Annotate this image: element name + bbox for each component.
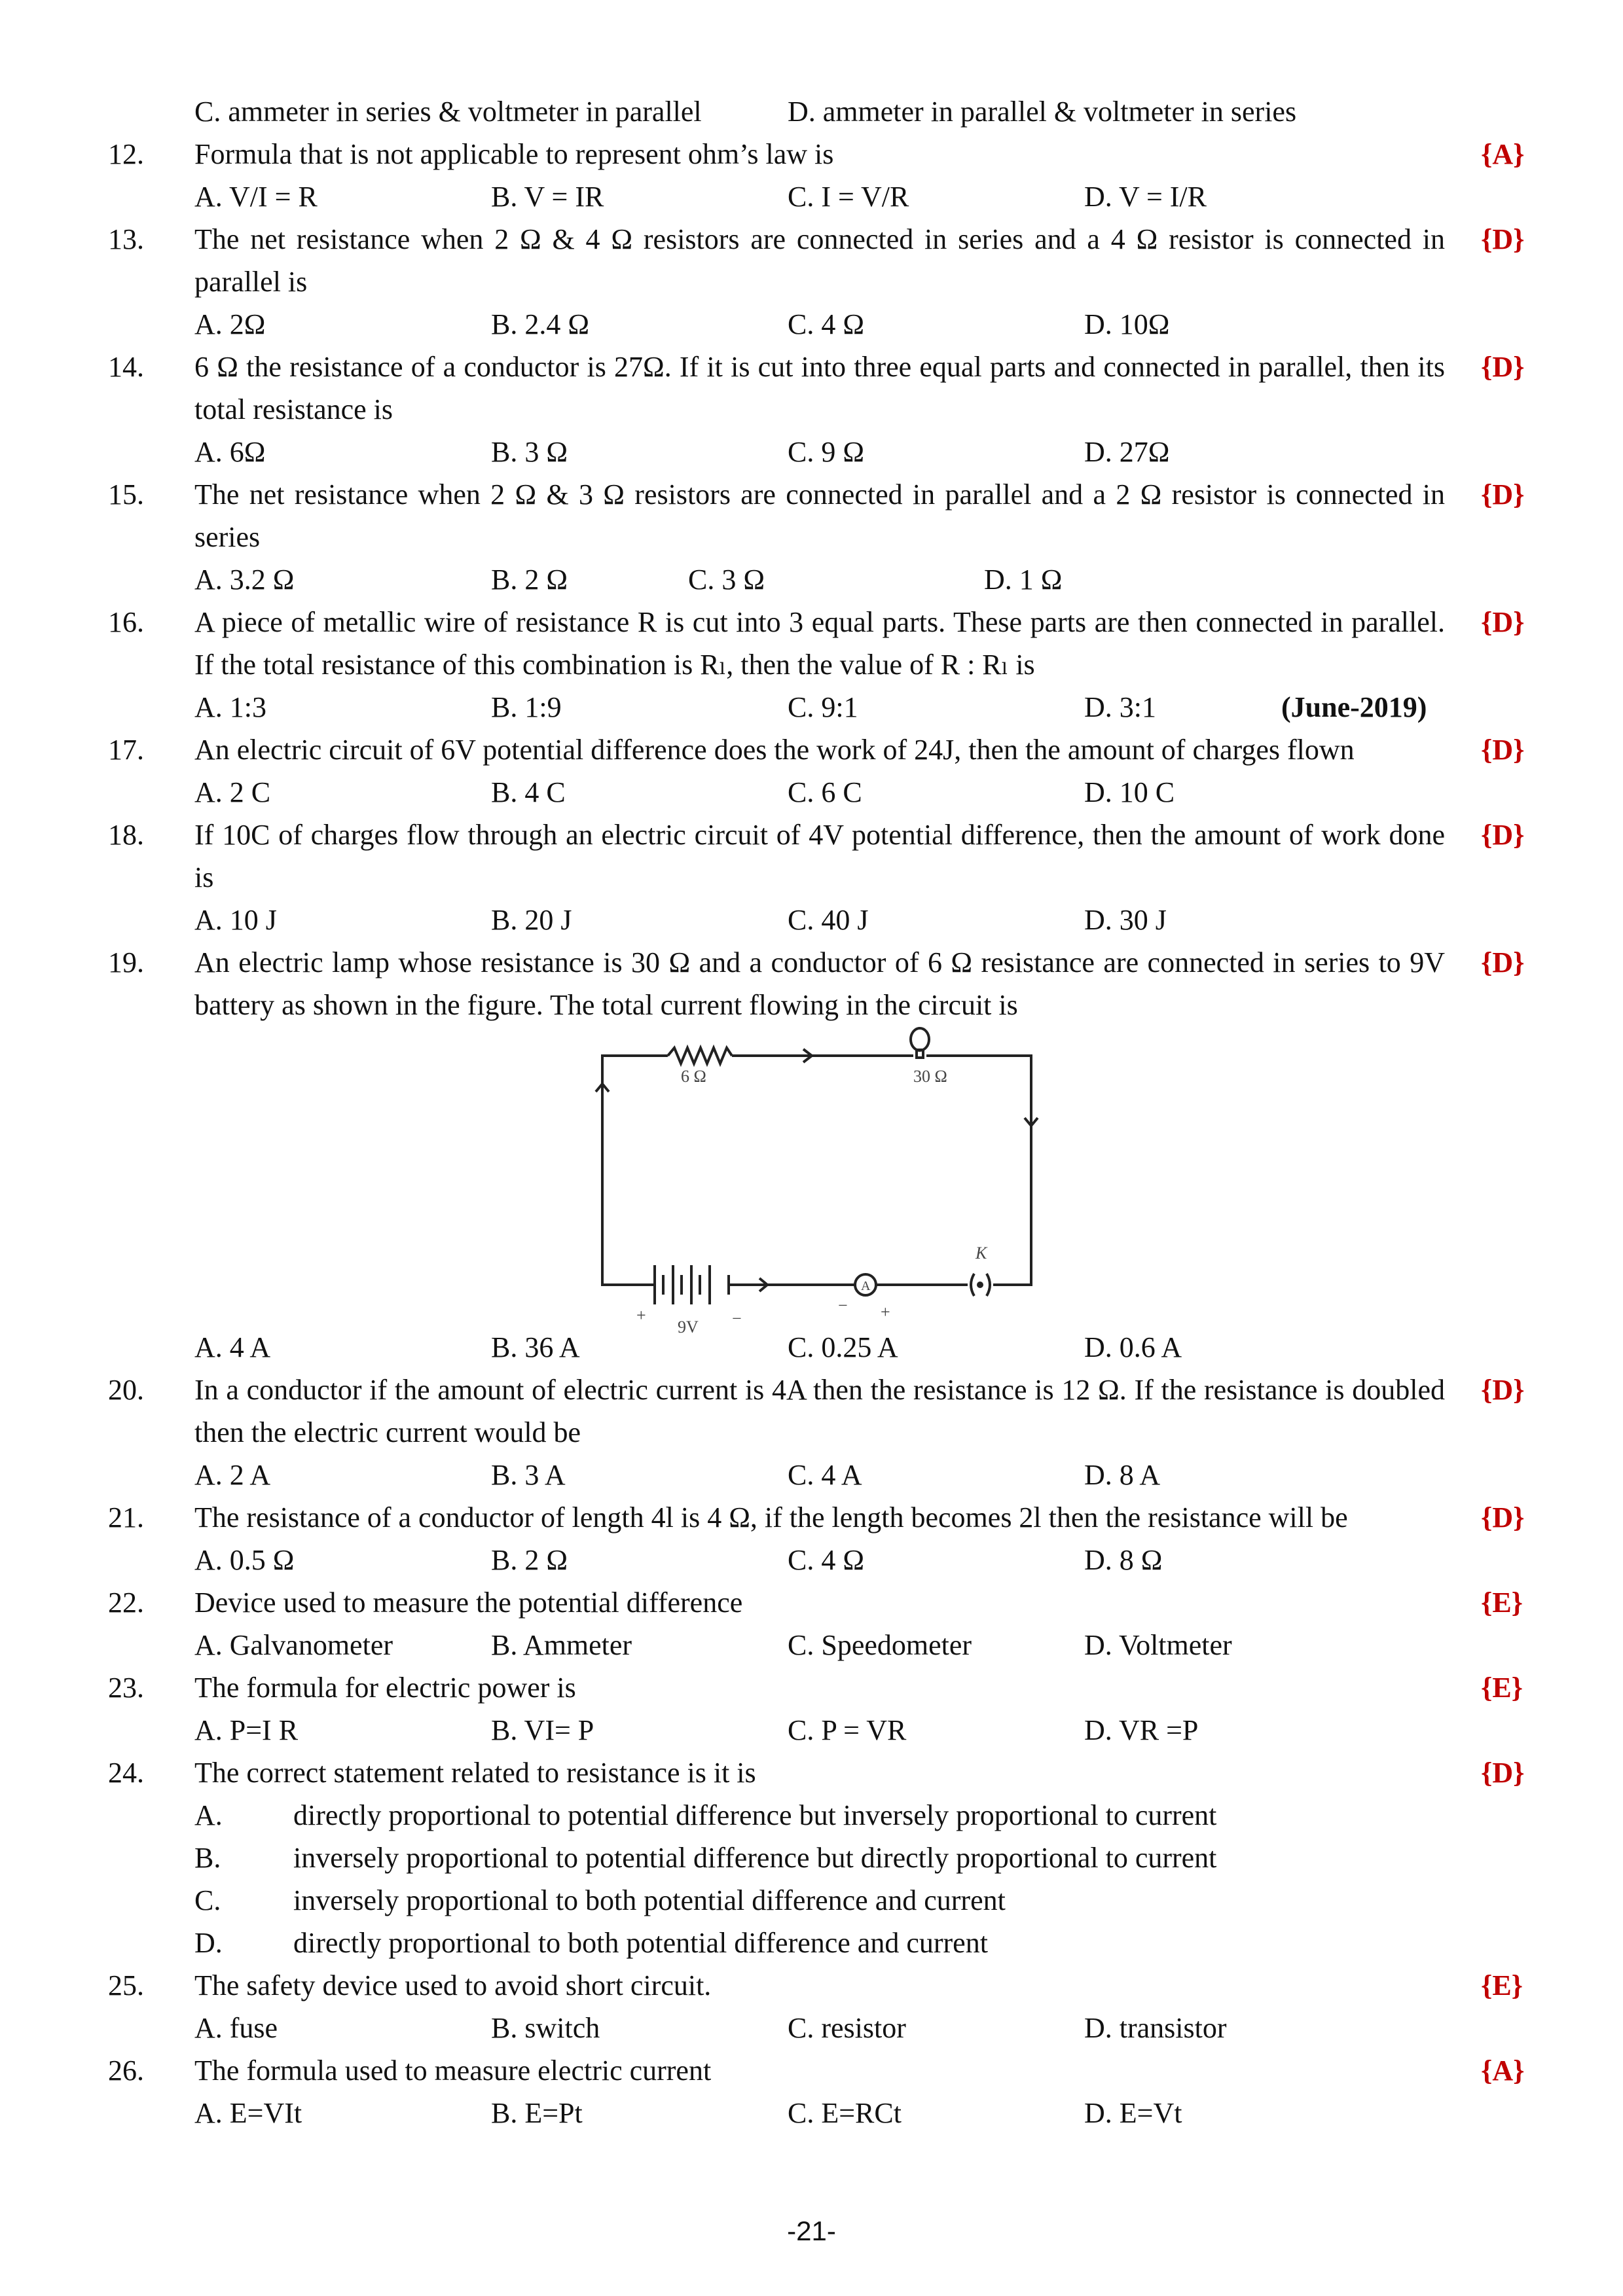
statement-option (0, 1794, 1623, 1837)
options-row (0, 2007, 1623, 2049)
option-b: B. V = IR (491, 181, 604, 213)
option-b: B. VI= P (491, 1714, 594, 1746)
question-number: 25. (108, 1969, 144, 2001)
option-b: B. 36 A (491, 1331, 580, 1363)
option-d: D. transistor (1084, 2012, 1227, 2044)
option-d: D. 3:1 (1084, 691, 1156, 723)
question-15 (0, 473, 1525, 558)
question-text: The safety device used to avoid short circuit. (194, 1969, 712, 2001)
statement-letter: C. (194, 1884, 221, 1916)
question-number: 24. (108, 1757, 144, 1789)
option-c: C. I = V/R (788, 181, 909, 213)
ammeter-label: A (861, 1279, 871, 1293)
question-17 (0, 728, 1525, 771)
option-a: A. 6Ω (194, 436, 266, 468)
option-b: B. E=Pt (491, 2097, 583, 2129)
option-b: B. 20 J (491, 904, 572, 936)
option-a: A. 3.2 Ω (194, 564, 295, 596)
question-number: 20. (108, 1374, 144, 1406)
answer-key: {D} (1481, 946, 1525, 978)
option-c: C. 9 Ω (788, 436, 865, 468)
answer-key: {D} (1481, 1757, 1525, 1789)
question-12 (0, 133, 1525, 175)
key-label: K (976, 1244, 987, 1263)
statement-text: inversely proportional to both potential difference and current (293, 1884, 1006, 1916)
options-row (0, 1624, 1623, 1666)
answer-key: {D} (1481, 1374, 1525, 1406)
question-number: 22. (108, 1587, 144, 1619)
question-text: Device used to measure the potential difference (194, 1587, 743, 1619)
question-26 (0, 2049, 1525, 2092)
options-row-11 (0, 90, 1623, 133)
question-text: An electric circuit of 6V potential difference does the work of 24J, then the amount of charges flown (194, 734, 1355, 766)
answer-key: {E} (1481, 1587, 1523, 1619)
question-number: 16. (108, 606, 144, 638)
year-tag: (June-2019) (1281, 691, 1427, 723)
question-list (0, 90, 1623, 2134)
option-c: C. resistor (788, 2012, 906, 2044)
answer-key: {E} (1481, 1672, 1523, 1704)
statement-text: directly proportional to both potential difference and current (293, 1927, 988, 1959)
statement-option (0, 1879, 1623, 1922)
question-text: An electric lamp whose resistance is 30 Ω and a conductor of 6 Ω resistance are connected in series to 9V battery as shown in the figure. The total current flowing in the circuit is (194, 946, 1445, 1021)
answer-key: {D} (1481, 606, 1525, 638)
battery-minus: − (732, 1309, 742, 1328)
option-d: D. 8 A (1084, 1459, 1161, 1491)
question-text: The correct statement related to resistance is it is (194, 1757, 756, 1789)
option-d: D. E=Vt (1084, 2097, 1182, 2129)
question-22 (0, 1581, 1523, 1624)
statement-text: directly proportional to potential difference but inversely proportional to current (293, 1799, 1217, 1831)
option-c: C. 4 Ω (788, 308, 865, 340)
option-b: B. 1:9 (491, 691, 562, 723)
question-number: 21. (108, 1501, 144, 1534)
question-text: Formula that is not applicable to represent ohm’s law is (194, 138, 834, 170)
options-row (0, 2092, 1623, 2134)
option-a: A. fuse (194, 2012, 278, 2044)
question-25 (0, 1964, 1523, 2007)
question-number: 19. (108, 946, 144, 978)
question-text: The formula used to measure electric current (194, 2054, 712, 2087)
statement-option (0, 1837, 1623, 1879)
question-number: 12. (108, 138, 144, 170)
question-13 (0, 218, 1525, 303)
answer-key: {D} (1481, 351, 1525, 383)
option-b: B. 3 Ω (491, 436, 568, 468)
option-a: A. 2 A (194, 1459, 271, 1491)
answer-key: {D} (1481, 478, 1525, 511)
option-a: A. E=VIt (194, 2097, 302, 2129)
option-d: D. 27Ω (1084, 436, 1170, 468)
option-a: A. 4 A (194, 1331, 271, 1363)
options-row (0, 431, 1623, 473)
option-d: D. 8 Ω (1084, 1544, 1163, 1576)
option-a: A. 10 J (194, 904, 277, 936)
question-text: 6 Ω the resistance of a conductor is 27Ω. If it is cut into three equal parts and connected in parallel, then its total resistance is (194, 351, 1445, 425)
question-text: The resistance of a conductor of length 4l is 4 Ω, if the length becomes 2l then the resistance will be (194, 1501, 1348, 1534)
option-b: B. switch (491, 2012, 600, 2044)
option-d: D. 1 Ω (984, 564, 1063, 596)
option-d: D. 0.6 A (1084, 1331, 1182, 1363)
option-a: A. 2 C (194, 776, 271, 808)
option-b: B. 3 A (491, 1459, 566, 1491)
option-d: D. V = I/R (1084, 181, 1207, 213)
battery-icon (655, 1265, 729, 1304)
option-a: A. Galvanometer (194, 1629, 393, 1661)
answer-key: {D} (1481, 819, 1525, 851)
options-row (0, 1539, 1623, 1581)
option-c: C. 6 C (788, 776, 862, 808)
option-a: A. 0.5 Ω (194, 1544, 295, 1576)
question-text: The net resistance when 2 Ω & 3 Ω resistors are connected in parallel and a 2 Ω resistor is connected in series (194, 478, 1445, 553)
ammeter-plus: + (881, 1302, 890, 1321)
statement-letter: A. (194, 1799, 223, 1831)
page-number: -21- (787, 2215, 836, 2246)
resistor-icon (668, 1048, 732, 1064)
resistor-label: 6 Ω (681, 1067, 706, 1086)
options-row (0, 303, 1623, 346)
question-number: 15. (108, 478, 144, 511)
option-b: B. Ammeter (491, 1629, 632, 1661)
answer-key: {A} (1481, 2054, 1525, 2087)
option-c: C. ammeter in series & voltmeter in parallel (194, 96, 702, 128)
question-text: If 10C of charges flow through an electric circuit of 4V potential difference, then the amount of work done is (194, 819, 1445, 893)
statement-letter: D. (194, 1927, 223, 1959)
battery-label: 9V (678, 1318, 699, 1336)
question-19 (0, 941, 1525, 1026)
question-16 (0, 601, 1525, 686)
lamp-icon (911, 1028, 929, 1058)
question-18 (0, 814, 1525, 899)
option-c: C. P = VR (788, 1714, 907, 1746)
question-number: 18. (108, 819, 144, 851)
answer-key: {D} (1481, 1501, 1525, 1534)
question-text: The net resistance when 2 Ω & 4 Ω resistors are connected in series and a 4 Ω resistor is connected in parallel is (194, 223, 1445, 298)
options-row (0, 1454, 1623, 1496)
options-row (0, 558, 1623, 601)
question-number: 23. (108, 1672, 144, 1704)
option-d: D. VR =P (1084, 1714, 1199, 1746)
question-23 (0, 1666, 1523, 1709)
options-row (0, 899, 1623, 941)
option-c: C. E=RCt (788, 2097, 902, 2129)
question-21 (0, 1496, 1525, 1539)
option-d: D. 10Ω (1084, 308, 1170, 340)
options-row (0, 1709, 1623, 1751)
option-b: B. 2.4 Ω (491, 308, 590, 340)
answer-key: {E} (1481, 1969, 1523, 2001)
option-d: D. Voltmeter (1084, 1629, 1232, 1661)
option-c: C. 4 Ω (788, 1544, 865, 1576)
option-b: B. 2 Ω (491, 564, 568, 596)
option-b: B. 4 C (491, 776, 566, 808)
option-d: D. 30 J (1084, 904, 1167, 936)
question-text: In a conductor if the amount of electric current is 4A then the resistance is 12 Ω. If the resistance is doubled then the electric current would be (194, 1374, 1445, 1448)
answer-key: {A} (1481, 138, 1525, 170)
circuit-diagram (0, 1026, 1623, 1336)
option-b: B. 2 Ω (491, 1544, 568, 1576)
options-row (0, 175, 1623, 218)
question-24 (0, 1751, 1525, 1794)
question-14 (0, 346, 1525, 431)
option-d: D. ammeter in parallel & voltmeter in series (788, 96, 1297, 128)
battery-plus: + (636, 1306, 646, 1325)
option-c: C. 40 J (788, 904, 869, 936)
lamp-label: 30 Ω (913, 1067, 947, 1086)
options-row (0, 686, 1623, 728)
answer-key: {D} (1481, 223, 1525, 255)
ammeter-minus: − (838, 1296, 848, 1315)
statement-text: inversely proportional to potential difference but directly proportional to current (293, 1842, 1217, 1874)
option-a: A. V/I = R (194, 181, 318, 213)
question-number: 17. (108, 734, 144, 766)
options-row (0, 771, 1623, 814)
option-c: C. 0.25 A (788, 1331, 898, 1363)
question-number: 14. (108, 351, 144, 383)
option-c: C. 3 Ω (688, 564, 765, 596)
option-a: A. 2Ω (194, 308, 266, 340)
answer-key: {D} (1481, 734, 1525, 766)
option-a: A. 1:3 (194, 691, 266, 723)
question-number: 26. (108, 2054, 144, 2087)
option-d: D. 10 C (1084, 776, 1175, 808)
option-c: C. 9:1 (788, 691, 858, 723)
question-text: The formula for electric power is (194, 1672, 576, 1704)
question-20 (0, 1369, 1525, 1454)
options-row (0, 1326, 1623, 1369)
option-a: A. P=I R (194, 1714, 299, 1746)
statement-letter: B. (194, 1842, 221, 1874)
option-c: C. Speedometer (788, 1629, 972, 1661)
circuit-svg (0, 1026, 1623, 1336)
question-text: A piece of metallic wire of resistance R is cut into 3 equal parts. These parts are then connected in parallel. If the total resistance of this combination is Rₗ, then the value of R : Rₗ is (194, 606, 1445, 681)
option-c: C. 4 A (788, 1459, 862, 1491)
question-number: 13. (108, 223, 144, 255)
statement-option (0, 1922, 1623, 1964)
